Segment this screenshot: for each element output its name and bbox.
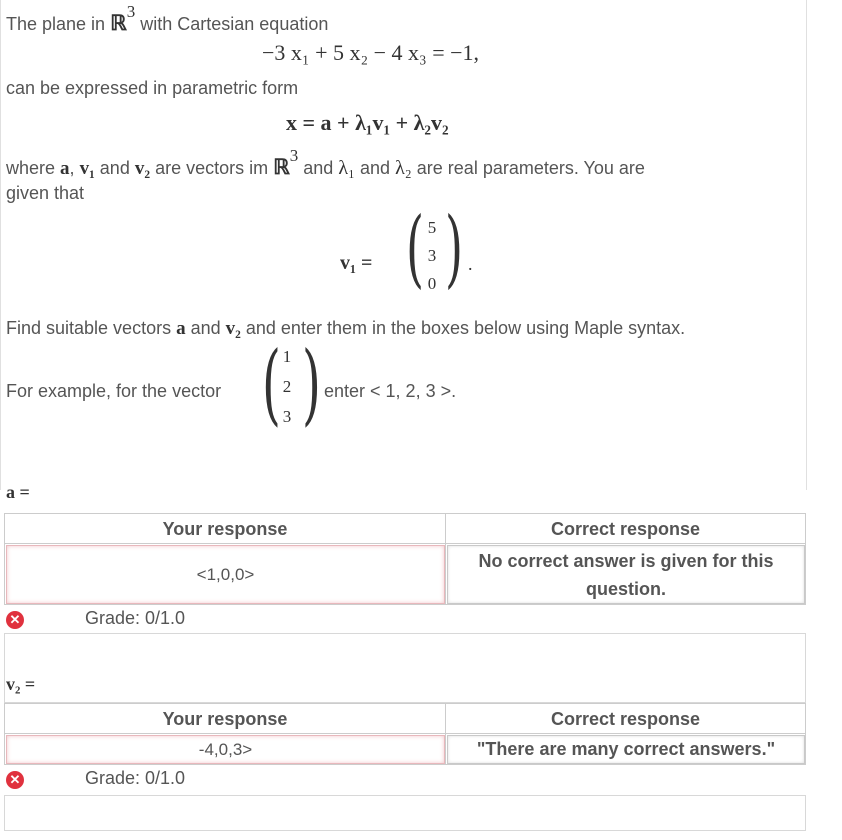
left-paren: ( (262, 332, 281, 435)
where-line (6, 146, 645, 180)
v1-entry: 0 (427, 274, 437, 293)
incorrect-icon: ✕ (6, 771, 24, 789)
vector-a-symbol: a (60, 158, 70, 179)
feedback-box (4, 795, 806, 831)
v1-entry: 3 (427, 246, 437, 265)
cartesian-equation: −3 x₁ + 5 x₂ − 4 x₃ = −1, (262, 40, 480, 65)
your-response-value: -4,0,3> (6, 735, 445, 764)
and-text-3: and (360, 158, 391, 178)
grade-text: Grade: 0/1.0 (85, 608, 186, 628)
where-text-3: are real parameters. You are (416, 158, 645, 178)
parametric-equation: x = a + λ₁v₁ + λ₂v₂ (286, 110, 449, 135)
where-text: where (6, 158, 56, 178)
intro-text-1: The plane in (6, 14, 106, 34)
your-response-header: Your response (162, 709, 288, 729)
example-entry: 1 (282, 347, 292, 366)
find-text-2: and enter them in the boxes below using Maple syntax. (245, 318, 686, 338)
reals-exponent-2: 3 (289, 146, 299, 165)
right-paren: ) (302, 332, 321, 435)
example-entry: 3 (282, 407, 292, 426)
example-entry: 2 (282, 377, 292, 396)
given-text: given that (6, 183, 85, 203)
where-text-2: are vectors im (155, 158, 269, 178)
example-text: For example, for the vector (6, 381, 222, 401)
reals-symbol-2: ℝ (273, 155, 290, 179)
lambda2-symbol: λ₂ (395, 157, 412, 179)
example-vector (280, 342, 294, 432)
grade-text: Grade: 0/1.0 (85, 768, 186, 788)
v1-entry: 5 (427, 218, 437, 237)
your-response-header: Your response (162, 519, 288, 539)
vector-v2-symbol: v₂ (225, 318, 241, 339)
response-table (4, 513, 806, 605)
vector-v1-symbol: v₁ (79, 158, 95, 179)
lambda1-symbol: λ₁ (338, 157, 356, 179)
row-divider (5, 733, 805, 734)
intro-text-2: with Cartesian equation (140, 14, 329, 34)
reals-exponent: 3 (126, 2, 136, 21)
and-text: and (190, 318, 221, 338)
period: . (468, 254, 473, 274)
feedback-box (4, 633, 806, 703)
v1-label: v₁ = (340, 252, 373, 274)
find-text: Find suitable vectors (6, 318, 172, 338)
part-a-label: a = (6, 482, 30, 502)
incorrect-icon: ✕ (6, 611, 24, 629)
and-text-2: and (303, 158, 334, 178)
correct-response-header: Correct response (550, 709, 701, 729)
reals-symbol: ℝ (110, 11, 127, 35)
find-line (6, 318, 685, 340)
correct-response-value: No correct answer is given for this question. (447, 545, 805, 604)
correct-response-value: "There are many correct answers." (447, 735, 805, 764)
row-divider (5, 543, 805, 544)
example-text-2: enter < 1, 2, 3 >. (324, 381, 457, 401)
part-v2-label: v₂ = (6, 674, 36, 694)
parametric-form-text: can be expressed in parametric form (6, 78, 299, 98)
comma: , (69, 158, 75, 178)
response-table (4, 703, 806, 765)
left-paren: ( (406, 199, 425, 297)
and-text: and (99, 158, 130, 178)
correct-response-header: Correct response (550, 519, 701, 539)
your-response-value: <1,0,0> (6, 545, 445, 604)
vector-a-symbol: a (176, 318, 186, 339)
intro-line (6, 2, 329, 36)
vector-v2-symbol: v₂ (134, 158, 151, 179)
right-paren: ) (445, 199, 464, 297)
v1-vector (425, 214, 439, 298)
